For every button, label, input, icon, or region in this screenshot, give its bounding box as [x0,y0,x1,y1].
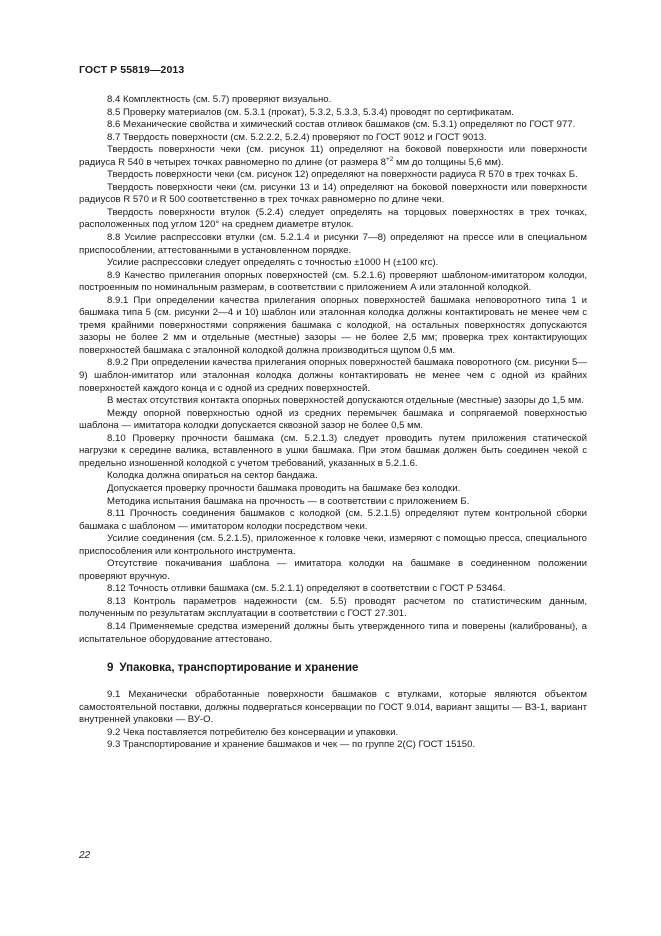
hardness-text-before: Твердость поверхности чеки (см. рисунок 11) определяют на боковой поверхности или поверхности радиуса R 540 в четырех точках равномерно по длине (от размера 8 [79,144,587,168]
paragraph-8-10: 8.10 Проверку прочности башмака (см. 5.2.1.3) следует проводить путем приложения статической нагрузки к середине валика, вставленного в ушки башмака. При этом башмак должен быть соединен чекой с предельно изношенной колодкой с учетом требований, указанных в 5.2.1.6. [79,432,587,469]
paragraph-8-4: 8.4 Комплектность (см. 5.7) проверяют визуально. [107,94,332,105]
section-number: 9 [107,662,114,675]
paragraph-8-5: 8.5 Проверку материалов (см. 5.3.1 (прокат), 5.3.2, 5.3.3, 5.3.4) проводят по сертификатам. [107,106,514,118]
paragraph: Твердость поверхности втулок (5.2.4) следует определять на торцовых поверхностях в трех точках, расположенных под углом 120° на среднем диаметре втулок. [79,206,587,231]
standard-header: ГОСТ Р 55819—2013 [79,64,185,76]
paragraph: Усилие соединения (см. 5.2.1.5), приложенное к головке чеки, измеряют с помощью пресса, специального приспособления или контрольного инструмента. [79,533,587,557]
document-body [79,94,587,752]
paragraph-8-11: 8.11 Прочность соединения башмаков с колодкой (см. 5.2.1.5) определяют путем контрольной сборки башмака с шаблоном — имитатором колодки посредством чеки. [79,508,587,532]
paragraph-9-1: 9.1 Механически обработанные поверхности башмаков с втулками, которые являются объектом самостоятельной поставки, должны подвергаться консервации по ГОСТ 9.014, вариант защиты — ВЗ-1, вариант внутренней упаковки — ВУ-О. [79,689,587,726]
paragraph: Усилие распрессовки следует определять с точностью ±1000 Н (±100 кгс). [107,257,439,269]
paragraph: Твердость поверхности чеки (см. рисунки 13 и 14) определяют на боковой поверхности или поверхности радиусов R 570 и R 500 соответственно в трех точках равномерно по длине чеки. [79,181,587,206]
paragraph: Между опорной поверхностью одной из средних перемычек башмака и сопрягаемой поверхностью шаблона — имитатора колодки допускается сквозной зазор не более 0,5 мм. [79,407,587,432]
hardness-text-after: мм до толщины 5,6 мм). [393,156,504,168]
page-number: 22 [79,850,91,861]
paragraph-8-9-2: 8.9.2 При определении качества прилегания опорных поверхностей башмака поворотного (см. рисунки 5—9) шаблон-имитатор или эталонная колодка должны контактировать не менее чем с одной из крайних поверхностей каждого конца и с одной из средних поверхностей. [79,357,587,394]
paragraph-9-3: 9.3 Транспортирование и хранение башмаков и чек — по группе 2(С) ГОСТ 15150. [107,739,476,751]
paragraph-8-7: 8.7 Твердость поверхности (см. 5.2.2.2, 5.2.4) проверяют по ГОСТ 9012 и ГОСТ 9013. [107,131,487,143]
paragraph: Колодка должна опираться на сектор бандажа. [107,470,318,482]
section-title: Упаковка, транспортирование и хранение [119,662,359,675]
paragraph: Отсутствие покачивания шаблона — имитатора колодки на башмаке в соединенном положении проверяют вручную. [79,558,587,582]
paragraph-hardness-pin [79,144,587,169]
paragraph-8-9-1: 8.9.1 При определении качества прилегания опорных поверхностей башмака неповоротного типа 1 и башмака типа 5 (см. рисунки 2—4 и 10) шаблон или эталонная колодка должны контактировать не менее чем с тремя крайними поверхностями сопряжения башмака с колодкой, на остальных поверхностях допускаются зазоры не более 2 мм и отдельные (местные) зазоры — не более 2,5 мм; проверка трех контактирующих поверхностей башмака с эталонной колодкой должна производиться щупом 0,5 мм. [79,294,587,356]
hardness-tolerance-superscript: +2 [385,155,394,163]
paragraph: В местах отсутствия контакта опорных поверхностей допускаются отдельные (местные) зазоры до 1,5 мм. [107,395,584,407]
paragraph-8-14: 8.14 Применяемые средства измерений должны быть утвержденного типа и поверены (калиброваны), а испытательное оборудование аттестовано. [79,620,587,645]
paragraph-8-13: 8.13 Контроль параметров надежности (см. 5.5) проводят расчетом по статистическим данным, полученным по результатам эксплуатации в соответствии с ГОСТ 27.301. [79,595,587,620]
paragraph: Методика испытания башмака на прочность — в соответствии с приложением Б. [107,495,470,507]
paragraph-8-9: 8.9 Качество прилегания опорных поверхностей (см. 5.2.1.6) проверяют шаблоном-имитатором колодки, построенным по номинальным размерам, в соответствии с приложением А или эталонной колодкой. [79,269,587,294]
paragraph-8-6: 8.6 Механические свойства и химический состав отливок башмаков (см. 5.3.1) определяют по ГОСТ 977. [107,119,576,131]
paragraph: Твердость поверхности чеки (см. рисунок 12) определяют на поверхности радиуса R 570 в трех точках Б. [107,169,578,181]
paragraph-8-12: 8.12 Точность отливки башмака (см. 5.2.1.1) определяют в соответствии с ГОСТ Р 53464. [107,583,506,595]
paragraph-9-2: 9.2 Чека поставляется потребителю без консервации и упаковки. [107,726,399,738]
paragraph-8-8: 8.8 Усилие распрессовки втулки (см. 5.2.1.4 и рисунки 7—8) определяют на прессе или в специальном приспособлении, аттестованными в установленном порядке. [79,232,587,256]
section-heading [107,661,587,675]
paragraph: Допускается проверку прочности башмака проводить на башмаке без колодки. [107,482,461,494]
